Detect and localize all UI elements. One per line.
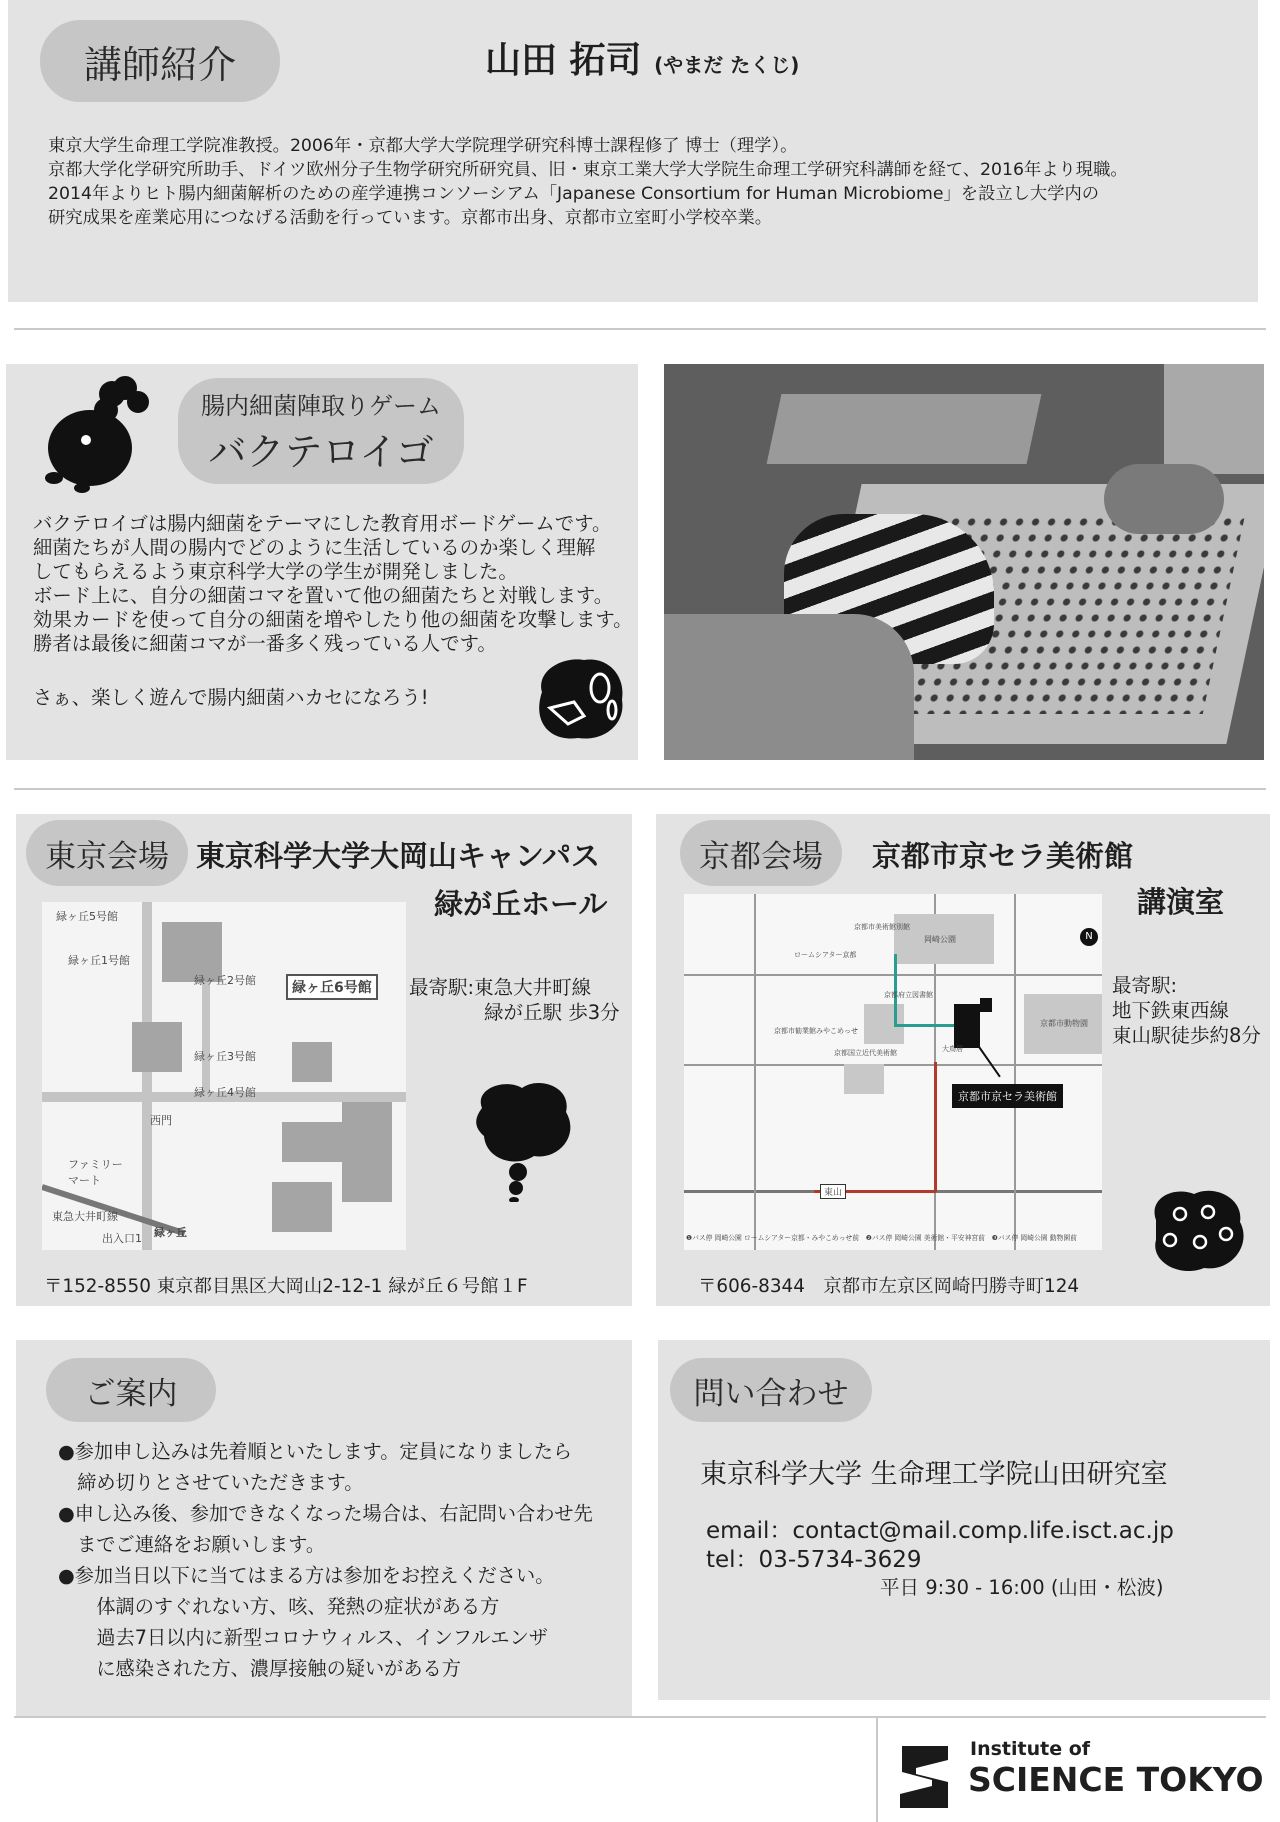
road — [754, 894, 756, 1250]
description-line: 細菌たちが人間の腸内でどのように生活しているのか楽しく理解 — [33, 536, 596, 559]
building — [292, 1042, 332, 1082]
guide-item: 締め切りとさせていただきます。 — [58, 1471, 364, 1494]
instructor-name-text: 山田 拓司 — [485, 40, 642, 81]
kyoto-venue-label: 京都会場 — [680, 820, 842, 886]
guide-item: 過去7日以内に新型コロナウィルス、インフルエンザ — [58, 1626, 548, 1649]
map-label-station: 東山 — [820, 1184, 846, 1199]
contact-label: 問い合わせ — [670, 1358, 872, 1422]
map-label-station: 緑ヶ丘 — [154, 1226, 187, 1239]
instructor-name-reading: (やまだ たくじ) — [654, 53, 800, 77]
museum-building — [954, 1004, 980, 1048]
road — [1014, 894, 1016, 1250]
tokyo-station-line2: 緑が丘駅 歩3分 — [484, 1001, 620, 1024]
game-call-to-action: さぁ、楽しく遊んで腸内細菌ハカセになろう! — [33, 686, 429, 709]
bacteria-cluster-icon — [528, 652, 628, 744]
map-label-b4: 緑ヶ丘4号館 — [194, 1086, 256, 1099]
divider — [14, 328, 1266, 330]
guide-item: ●申し込み後、参加できなくなった場合は、右記問い合わせ先 — [58, 1502, 593, 1525]
kyoto-station-line3: 東山駅徒歩約8分 — [1112, 1024, 1261, 1047]
bio-line: 2014年よりヒト腸内細菌解析のための産学連携コンソーシアム「Japanese Consortium for Human Microbiome」を設立し大学内の — [48, 184, 1100, 204]
walking-route — [934, 1062, 937, 1192]
building — [282, 1122, 342, 1162]
game-title-pill — [178, 378, 464, 484]
bio-line: 東京大学生命理工学院准教授。2006年・京都大学大学院理学研究科博士課程修了 博士（理学）。 — [48, 136, 798, 156]
kyoto-venue-address: 〒606-8344 京都市左京区岡崎円勝寺町124 — [698, 1276, 1080, 1297]
map-label-b6: 緑ヶ丘6号館 — [286, 974, 378, 1000]
bus-route — [894, 1024, 954, 1027]
bacteria-walker-icon — [462, 1072, 582, 1202]
map-label-b2: 緑ヶ丘2号館 — [194, 974, 256, 987]
kyoto-area-map — [684, 894, 1102, 1250]
tokyo-station-line1: 最寄駅:東急大井町線 — [409, 976, 592, 999]
science-tokyo-logo-icon — [896, 1742, 952, 1812]
museum-callout-pointer — [976, 1043, 1001, 1077]
instructor-bio — [48, 134, 1128, 230]
map-label-b1: 緑ヶ丘1号館 — [68, 954, 130, 967]
map-label-park: 岡崎公園 — [924, 935, 956, 944]
description-line: ボード上に、自分の細菌コマを置いて他の細菌たちと対戦します。 — [33, 584, 614, 607]
bus-stop-legend: ❶バス停 岡崎公園 ロームシアター京都・みやこめっせ前 ❷バス停 岡崎公園 美術館・平安神宮前 ❸バス停 岡崎公園 動物園前 — [686, 1234, 1077, 1242]
footer-divider-vertical — [876, 1716, 878, 1822]
guide-item: までご連絡をお願いします。 — [58, 1533, 326, 1556]
bacteria-colony-icon — [1144, 1184, 1250, 1276]
map-label-m3: 京都府立図書館 — [884, 991, 933, 999]
map-label-m1: 京都市美術館別館 — [854, 923, 910, 931]
bio-line: 研究成果を産業応用につなげる活動を行っています。京都市出身、京都市立室町小学校卒業。 — [48, 208, 773, 228]
map-label-m2: ロームシアター京都 — [794, 951, 857, 959]
guide-item: 体調のすぐれない方、咳、発熱の症状がある方 — [58, 1595, 500, 1618]
road — [684, 974, 1102, 976]
bus-route — [894, 954, 897, 1024]
logo-line2: SCIENCE TOKYO — [968, 1760, 1264, 1799]
divider — [14, 1716, 1266, 1718]
museum-building — [980, 998, 992, 1012]
tokyo-venue-label: 東京会場 — [26, 820, 188, 886]
game-title: バクテロイゴ — [208, 430, 434, 474]
guide-label: ご案内 — [46, 1358, 216, 1422]
building — [132, 1022, 182, 1072]
logo-line1: Institute of — [970, 1738, 1091, 1760]
description-line: 勝者は最後に細菌コマが一番多く残っている人です。 — [33, 632, 497, 655]
bio-line: 京都大学化学研究所助手、ドイツ欧州分子生物学研究所研究員、旧・東京工業大学大学院生命理工学研究科講師を経て、2016年より現職。 — [48, 160, 1128, 180]
map-label-line: 東急大井町線 — [52, 1210, 118, 1223]
divider — [14, 788, 1266, 790]
tokyo-campus-map — [42, 902, 406, 1250]
map-label-exit: 出入口1 — [102, 1232, 142, 1245]
museum-callout: 京都市京セラ美術館 — [952, 1084, 1063, 1108]
tokyo-venue-name-line1: 東京科学大学大岡山キャンパス — [196, 839, 600, 873]
game-photo — [664, 364, 1264, 760]
road — [684, 1064, 1102, 1066]
kyoto-venue-name-line2: 講演室 — [1137, 885, 1225, 919]
building — [272, 1182, 332, 1232]
north-arrow-icon: N — [1080, 928, 1098, 946]
game-description — [33, 512, 633, 656]
contact-tel[interactable]: tel：03-5734-3629 — [706, 1547, 922, 1573]
map-label-m6: 大鳥居 — [942, 1045, 963, 1053]
map-label-m4: 京都国立近代美術館 — [834, 1049, 897, 1057]
description-line: 効果カードを使って自分の細菌を増やしたり他の細菌を攻撃します。 — [33, 608, 633, 631]
bacteria-character-icon — [30, 370, 170, 500]
block — [844, 1064, 884, 1094]
photo-top-right — [1164, 364, 1264, 474]
instructor-section-label: 講師紹介 — [40, 20, 280, 102]
tokyo-venue-name-line2: 緑が丘ホール — [434, 887, 608, 921]
guide-item: ●参加当日以下に当てはまる方は参加をお控えください。 — [58, 1564, 555, 1587]
guide-list — [58, 1436, 593, 1684]
photo-cards — [767, 394, 1042, 464]
building — [342, 1102, 392, 1202]
contact-org: 東京科学大学 生命理工学院山田研究室 — [700, 1459, 1168, 1490]
photo-cloth — [664, 614, 914, 760]
map-label-m5: 京都市勧業館みやこめっせ — [774, 1027, 858, 1035]
road — [142, 902, 152, 1250]
description-line: バクテロイゴは腸内細菌をテーマにした教育用ボードゲームです。 — [33, 512, 612, 535]
photo-hand — [1104, 464, 1224, 534]
tokyo-venue-address: 〒152-8550 東京都目黒区大岡山2-12-1 緑が丘６号館１F — [44, 1276, 528, 1297]
guide-item: に感染された方、濃厚接触の疑いがある方 — [58, 1657, 461, 1680]
instructor-name — [485, 32, 799, 83]
map-label-gate: 西門 — [150, 1114, 172, 1127]
map-label-mart: ファミリー マート — [68, 1158, 123, 1187]
map-label-b5: 緑ヶ丘5号館 — [56, 910, 118, 923]
contact-hours: 平日 9:30 - 16:00 (山田・松波) — [880, 1576, 1164, 1599]
kyoto-venue-name-line1: 京都市京セラ美術館 — [872, 839, 1134, 873]
guide-item: ●参加申し込みは先着順といたします。定員になりましたら — [58, 1440, 573, 1463]
map-label-zoo: 京都市動物園 — [1040, 1019, 1088, 1028]
game-subtitle: 腸内細菌陣取りゲーム — [201, 392, 441, 420]
contact-email[interactable]: email：contact@mail.comp.life.isct.ac.jp — [706, 1518, 1174, 1544]
description-line: してもらえるよう東京科学大学の学生が開発しました。 — [33, 560, 518, 583]
science-tokyo-logo — [896, 1738, 1266, 1818]
kyoto-station-line2: 地下鉄東西線 — [1112, 999, 1230, 1022]
kyoto-station-line1: 最寄駅: — [1112, 974, 1178, 997]
map-label-b3: 緑ヶ丘3号館 — [194, 1050, 256, 1063]
